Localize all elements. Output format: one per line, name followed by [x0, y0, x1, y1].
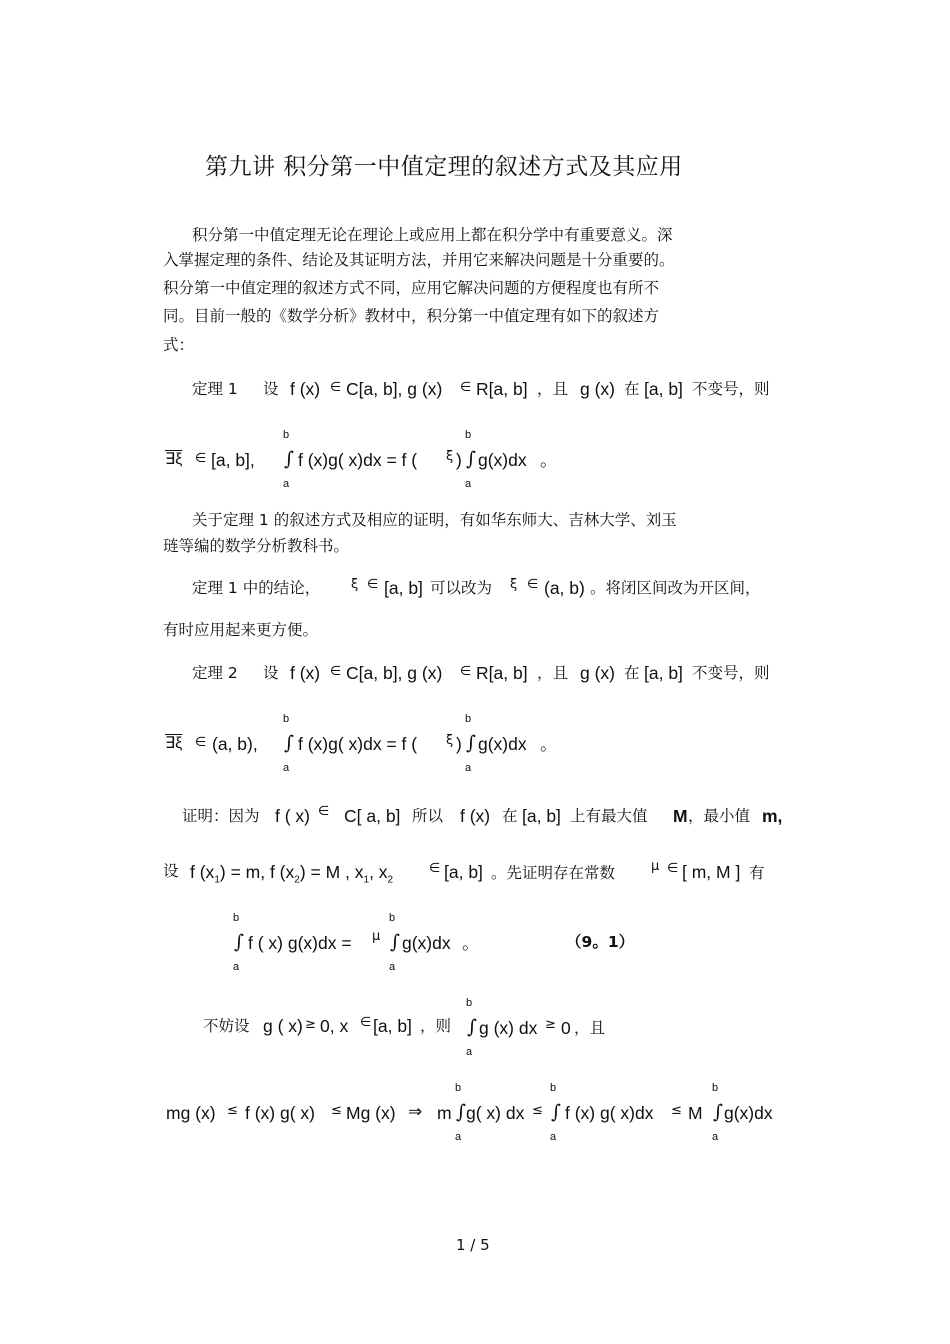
math-g-x: g (x) — [580, 379, 615, 399]
integral-sign: ∫ — [466, 448, 476, 470]
close-paren: ) — [456, 734, 462, 754]
she-text: 设 — [263, 664, 279, 682]
math-g-x: g (x) — [580, 663, 615, 683]
period-mark: 。 — [540, 450, 558, 470]
math-f-x: f (x) — [460, 806, 491, 826]
integral-upper-limit: b — [233, 912, 240, 924]
geq-symbol: ≥ — [545, 1017, 556, 1032]
equation-number: （9。1） — [566, 933, 635, 951]
math-zero: 0 — [561, 1018, 571, 1038]
math-interval: [a, b], — [211, 450, 255, 470]
theorem-label: 定理 2 — [192, 664, 238, 682]
math-lhs: f (x)g( x)dx = f ( — [298, 450, 418, 470]
integral-sign: ∫ — [390, 931, 400, 953]
integral-upper-limit: b — [283, 429, 290, 441]
element-of-symbol: ∈ — [318, 804, 330, 819]
math-ab: [a, b] — [644, 379, 683, 399]
zai-text: 在 — [624, 664, 640, 682]
leq-symbol: ≤ — [671, 1103, 682, 1118]
leq-symbol: ≤ — [331, 1103, 342, 1118]
theorem-label: 定理 1 — [192, 380, 238, 398]
math-ab: [a, b] — [522, 806, 561, 826]
integral-lower-limit: a — [465, 478, 472, 490]
exists-xi-symbol: ∃ξ — [165, 735, 183, 752]
intro-line: 积分第一中值定理的叙述方式不同，应用它解决问题的方便程度也有所不 — [163, 279, 660, 297]
integral-sign: ∫ — [713, 1101, 723, 1123]
proof-text: 所以 — [412, 807, 444, 825]
math-C-ab: C[a, b], g (x) — [346, 663, 443, 683]
math-M: M — [688, 1103, 703, 1123]
math-g-int: g (x) dx — [479, 1018, 538, 1038]
about-line: 琏等编的数学分析教科书。 — [163, 537, 350, 555]
integral-upper-limit: b — [550, 1082, 557, 1094]
integral-lower-limit: a — [550, 1131, 557, 1143]
math-M: M — [673, 806, 688, 826]
proof-text: 上有最大值 — [570, 807, 648, 825]
set-text: 有 — [749, 864, 765, 882]
assume-text: ，则 — [420, 1017, 452, 1035]
math-m: m — [437, 1103, 452, 1123]
integral-upper-limit: b — [389, 912, 396, 924]
element-of-symbol: ∈ — [527, 577, 539, 592]
proof-text: 证明：因为 — [182, 807, 260, 825]
integral-sign: ∫ — [284, 732, 294, 754]
change-text: 。将闭区间改为开区间， — [590, 579, 761, 597]
leq-symbol: ≤ — [227, 1103, 238, 1118]
implies-symbol: ⇒ — [408, 1102, 423, 1122]
element-of-symbol: ∈ — [195, 735, 207, 750]
math-ab: [a, b] — [444, 862, 483, 882]
page-title: 第九讲 积分第一中值定理的叙述方式及其应用 — [205, 154, 683, 180]
assume-text: 不妨设 — [203, 1017, 250, 1035]
math-rhs: g(x)dx — [402, 933, 451, 953]
integral-upper-limit: b — [283, 713, 290, 725]
integral-lower-limit: a — [466, 1046, 473, 1058]
math-ab: [a, b] — [373, 1016, 412, 1036]
xi-symbol: ξ — [351, 577, 359, 592]
math-closed-interval: [a, b] — [384, 578, 423, 598]
integral-upper-limit: b — [712, 1082, 719, 1094]
element-of-symbol: ∈ — [667, 861, 679, 876]
math-open-interval: (a, b) — [544, 578, 585, 598]
integral-lower-limit: a — [389, 961, 396, 973]
integral-lower-limit: a — [465, 762, 472, 774]
integral-sign: ∫ — [551, 1101, 561, 1123]
math-C-ab: C[a, b], g (x) — [346, 379, 443, 399]
zai-text: 在 — [502, 807, 518, 825]
element-of-symbol: ∈ — [460, 380, 472, 395]
math-rhs: g(x)dx — [478, 450, 527, 470]
math-R-ab: R[a, b] — [476, 379, 528, 399]
she-text: 设 — [263, 380, 279, 398]
math-lhs: f (x)g( x)dx = f ( — [298, 734, 418, 754]
period-mark: 。 — [462, 933, 480, 953]
element-of-symbol: ∈ — [330, 380, 342, 395]
element-of-symbol: ∈ — [195, 451, 207, 466]
integral-sign: ∫ — [466, 732, 476, 754]
page-number: 1 / 5 — [456, 1236, 490, 1254]
zai-text: 在 — [624, 380, 640, 398]
math-R-ab: R[a, b] — [476, 663, 528, 683]
geq-symbol: ≥ — [305, 1017, 316, 1032]
integral-upper-limit: b — [455, 1082, 462, 1094]
math-ab: [a, b] — [644, 663, 683, 683]
mu-symbol: μ — [372, 929, 381, 944]
element-of-symbol: ∈ — [460, 664, 472, 679]
intro-line: 式： — [163, 336, 195, 354]
math-g-int: g(x)dx — [724, 1103, 773, 1123]
math-mg-x: mg (x) — [166, 1103, 216, 1123]
intro-line: 积分第一中值定理无论在理论上或应用上都在积分学中有重要意义。深 — [192, 226, 673, 244]
math-g-x: g ( x) — [263, 1016, 303, 1036]
xi-symbol: ξ — [446, 449, 454, 464]
integral-lower-limit: a — [233, 961, 240, 973]
bubian-text: 不变号，则 — [692, 664, 770, 682]
integral-upper-limit: b — [465, 429, 472, 441]
math-f-x: f (x) — [290, 663, 321, 683]
element-of-symbol: ∈ — [330, 664, 342, 679]
math-Mg-x: Mg (x) — [346, 1103, 396, 1123]
math-f-x: f ( x) — [275, 806, 310, 826]
change-text: 可以改为 — [430, 579, 493, 597]
math-zero-x: 0, x — [320, 1016, 349, 1036]
bubian-text: 不变号，则 — [692, 380, 770, 398]
close-paren: ) — [456, 450, 462, 470]
set-text: 。先证明存在常数 — [491, 864, 616, 882]
integral-sign: ∫ — [234, 931, 244, 953]
xi-symbol: ξ — [510, 577, 518, 592]
proof-text: ，最小值 — [688, 807, 751, 825]
mu-symbol: μ — [651, 859, 660, 874]
math-m: m, — [762, 806, 783, 826]
about-line: 关于定理 1 的叙述方式及相应的证明，有如华东师大、吉林大学、刘玉 — [192, 511, 677, 529]
integral-lower-limit: a — [455, 1131, 462, 1143]
math-fg: f (x) g( x) — [245, 1103, 315, 1123]
math-lhs: f ( x) g(x)dx = — [248, 933, 352, 953]
math-f-x: f (x) — [290, 379, 321, 399]
math-rhs: g(x)dx — [478, 734, 527, 754]
math-fg-int: f (x) g( x)dx — [565, 1103, 654, 1123]
change-line-2: 有时应用起来更方便。 — [163, 621, 319, 639]
integral-sign: ∫ — [284, 448, 294, 470]
element-of-symbol: ∈ — [429, 861, 441, 876]
integral-lower-limit: a — [712, 1131, 719, 1143]
she-text: 设 — [163, 862, 179, 880]
element-of-symbol: ∈ — [367, 577, 379, 592]
math-g-int: g( x) dx — [466, 1103, 525, 1123]
math-fx1-m: f $(x_1) = m$, f $(x_2) = M$ , $x_1$, $x_2$ — [190, 862, 394, 886]
assume-text: ，且 — [574, 1019, 606, 1037]
change-text: 定理 1 中的结论， — [192, 579, 321, 597]
period-mark: 。 — [540, 734, 558, 754]
leq-symbol: ≤ — [532, 1103, 543, 1118]
integral-upper-limit: b — [465, 713, 472, 725]
xi-symbol: ξ — [446, 733, 454, 748]
integral-sign: ∫ — [467, 1016, 477, 1038]
exists-xi-symbol: ∃ξ — [165, 451, 183, 468]
math-interval: (a, b), — [212, 734, 258, 754]
qie-text: ，且 — [537, 664, 569, 682]
integral-upper-limit: b — [466, 997, 473, 1009]
intro-line: 入掌握定理的条件、结论及其证明方法，并用它来解决问题是十分重要的。 — [163, 251, 675, 269]
math-C-ab: C[ a, b] — [344, 806, 401, 826]
integral-lower-limit: a — [283, 478, 290, 490]
integral-sign: ∫ — [456, 1101, 466, 1123]
element-of-symbol: ∈ — [360, 1015, 372, 1030]
qie-text: ，且 — [537, 380, 569, 398]
math-mM-interval: [ m, M ] — [682, 862, 741, 882]
intro-line: 同。目前一般的《数学分析》教材中，积分第一中值定理有如下的叙述方 — [163, 307, 660, 325]
integral-lower-limit: a — [283, 762, 290, 774]
